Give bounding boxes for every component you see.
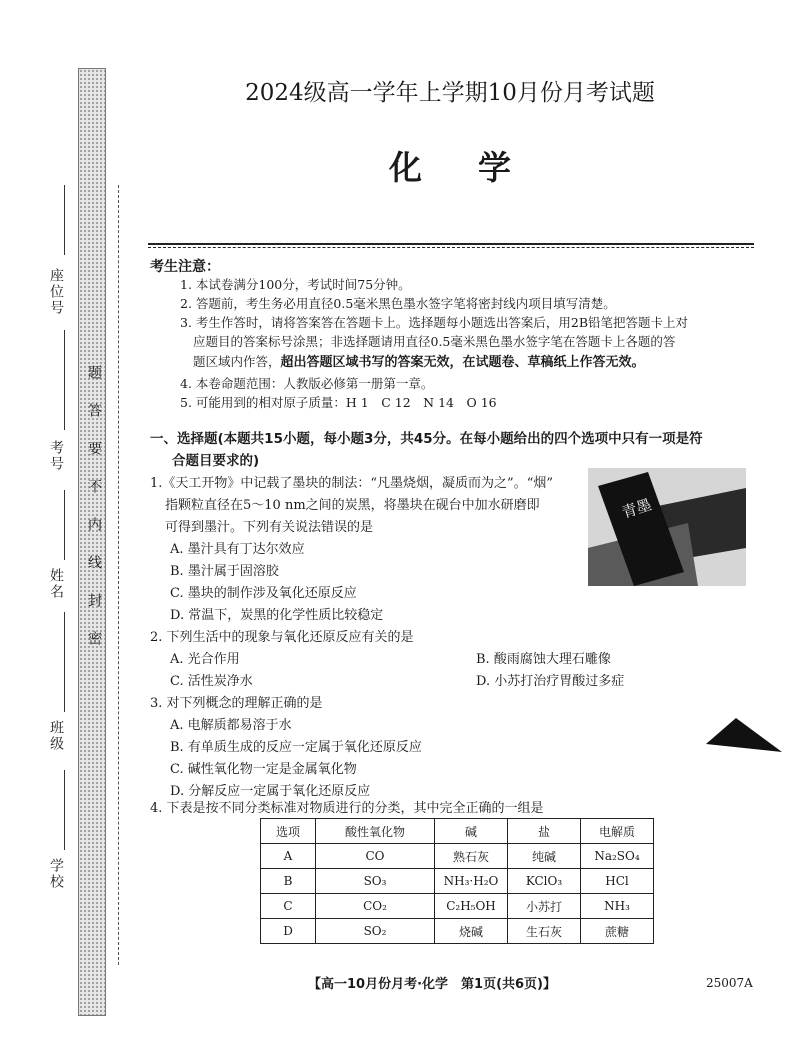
notice-heading: 考生注意： bbox=[150, 259, 220, 275]
table-cell: 蔗糖 bbox=[581, 919, 654, 944]
seal-char: 线 bbox=[86, 555, 102, 593]
q1-stem: 可得到墨汁。下列有关说法错误的是 bbox=[165, 520, 374, 535]
seal-line bbox=[118, 185, 119, 965]
q3-stem: 3. 对下列概念的理解正确的是 bbox=[150, 696, 323, 711]
table-cell: C₂H₅OH bbox=[435, 894, 508, 919]
table-header: 碱 bbox=[435, 819, 508, 844]
header-rule bbox=[148, 243, 754, 245]
notice-item: 4. 本卷命题范围：人教版必修第一册第一章。 bbox=[180, 376, 434, 391]
section-heading-line: 合题目要求的) bbox=[172, 453, 260, 469]
table-header: 酸性氧化物 bbox=[316, 819, 435, 844]
table-row bbox=[261, 869, 654, 894]
table-cell: 小苏打 bbox=[508, 894, 581, 919]
q1-stem: 指颗粒直径在5～10 nm之间的炭黑，将墨块在砚台中加水研磨即 bbox=[165, 498, 540, 513]
table-cell: NH₃ bbox=[581, 894, 654, 919]
page-footer: 【高一10月份月考·化学 第1页(共6页)】 bbox=[308, 977, 557, 992]
q3-option-b: B. 有单质生成的反应一定属于氧化还原反应 bbox=[170, 740, 422, 755]
notice-item bbox=[193, 351, 645, 370]
seat-number-field[interactable] bbox=[64, 185, 65, 255]
table-cell: C bbox=[261, 894, 316, 919]
table-cell: SO₂ bbox=[316, 919, 435, 944]
q2-option-b: B. 酸雨腐蚀大理石雕像 bbox=[476, 652, 611, 667]
subject-text: 化学 bbox=[389, 148, 567, 187]
table-cell: 烧碱 bbox=[435, 919, 508, 944]
ink-stick-illustration bbox=[588, 468, 746, 586]
table-cell: HCl bbox=[581, 869, 654, 894]
q2-option-d: D. 小苏打治疗胃酸过多症 bbox=[476, 674, 625, 689]
header-rule-dashed bbox=[148, 247, 754, 248]
subject-title bbox=[150, 142, 750, 189]
class-field[interactable] bbox=[64, 612, 65, 712]
classification-table bbox=[260, 818, 654, 944]
notice-emphasis: 超出答题区域书写的答案无效，在试题卷、草稿纸上作答无效。 bbox=[280, 355, 645, 370]
q3-option-c: C. 碱性氧化物一定是金属氧化物 bbox=[170, 762, 357, 777]
table-cell: 纯碱 bbox=[508, 844, 581, 869]
seal-char: 题 bbox=[86, 365, 102, 403]
q3-option-a: A. 电解质都易溶于水 bbox=[170, 718, 292, 733]
exam-number-field[interactable] bbox=[64, 330, 65, 430]
table-cell: A bbox=[261, 844, 316, 869]
seal-char: 答 bbox=[86, 403, 102, 441]
notice-item: 5. 可能用到的相对原子质量：H 1 C 12 N 14 O 16 bbox=[180, 395, 497, 410]
seal-char: 内 bbox=[86, 517, 102, 555]
q1-option-a: A. 墨汁具有丁达尔效应 bbox=[170, 542, 305, 557]
notice-item: 应题目的答案标号涂黑；非选择题请用直径0.5毫米黑色墨水签字笔在答题卡上各题的答 bbox=[193, 334, 676, 349]
table-cell: CO bbox=[316, 844, 435, 869]
ink-stick-photo bbox=[588, 468, 746, 586]
q2-option-c: C. 活性炭净水 bbox=[170, 674, 253, 689]
table-header-row bbox=[261, 819, 654, 844]
seal-char: 密 bbox=[86, 631, 102, 669]
q1-option-b: B. 墨汁属于固溶胶 bbox=[170, 564, 279, 579]
ink-stick-label: 青墨 bbox=[619, 495, 654, 522]
paper-code: 25007A bbox=[706, 976, 753, 990]
seal-char: 不 bbox=[86, 479, 102, 517]
seat-number-label: 座位号 bbox=[48, 268, 64, 316]
table-header: 电解质 bbox=[581, 819, 654, 844]
table-row bbox=[261, 894, 654, 919]
notice-item: 1. 本试卷满分100分，考试时间75分钟。 bbox=[180, 277, 411, 292]
scan-artifact bbox=[706, 718, 786, 758]
table-row bbox=[261, 844, 654, 869]
table-cell: B bbox=[261, 869, 316, 894]
name-label: 姓名 bbox=[48, 568, 64, 600]
notice-item: 2. 答题前，考生务必用直径0.5毫米黑色墨水签字笔将密封线内项目填写清楚。 bbox=[180, 296, 616, 311]
table-header: 选项 bbox=[261, 819, 316, 844]
seal-char: 要 bbox=[86, 441, 102, 479]
q2-stem: 2. 下列生活中的现象与氧化还原反应有关的是 bbox=[150, 630, 414, 645]
table-cell: 熟石灰 bbox=[435, 844, 508, 869]
q4-stem: 4. 下表是按不同分类标准对物质进行的分类，其中完全正确的一组是 bbox=[150, 801, 544, 816]
seal-instruction bbox=[84, 365, 104, 669]
q1-option-c: C. 墨块的制作涉及氧化还原反应 bbox=[170, 586, 357, 601]
q1-option-d: D. 常温下，炭黑的化学性质比较稳定 bbox=[170, 608, 384, 623]
school-field[interactable] bbox=[64, 770, 65, 850]
table-cell: SO₃ bbox=[316, 869, 435, 894]
table-cell: Na₂SO₄ bbox=[581, 844, 654, 869]
notice-item: 3. 考生作答时，请将答案答在答题卡上。选择题每小题选出答案后，用2B铅笔把答题卡上对 bbox=[180, 315, 689, 330]
q3-option-d: D. 分解反应一定属于氧化还原反应 bbox=[170, 784, 371, 799]
notice-text: 题区域内作答， bbox=[193, 354, 281, 369]
table-cell: D bbox=[261, 919, 316, 944]
class-label: 班级 bbox=[48, 720, 64, 752]
table-header: 盐 bbox=[508, 819, 581, 844]
q2-option-a: A. 光合作用 bbox=[170, 652, 240, 667]
table-cell: CO₂ bbox=[316, 894, 435, 919]
q1-stem: 1.《天工开物》中记载了墨块的制法：“凡墨烧烟，凝质而为之”。“烟” bbox=[150, 476, 553, 491]
table-cell: 生石灰 bbox=[508, 919, 581, 944]
school-label: 学校 bbox=[48, 858, 64, 890]
table-cell: KClO₃ bbox=[508, 869, 581, 894]
table-row bbox=[261, 919, 654, 944]
section-heading-line: 一、选择题(本题共15小题，每小题3分，共45分。在每小题给出的四个选项中只有一项是符 bbox=[150, 431, 703, 447]
exam-title: 2024级高一学年上学期10月份月考试题 bbox=[245, 80, 655, 106]
name-field[interactable] bbox=[64, 490, 65, 560]
table-cell: NH₃·H₂O bbox=[435, 869, 508, 894]
seal-char: 封 bbox=[86, 593, 102, 631]
section-heading bbox=[150, 428, 750, 472]
exam-number-label: 考号 bbox=[48, 440, 64, 472]
